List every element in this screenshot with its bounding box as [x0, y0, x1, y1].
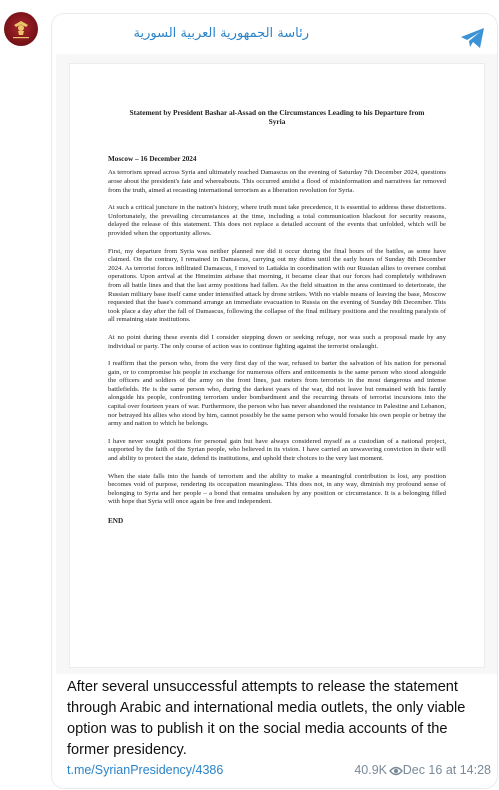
message-footer: [67, 762, 491, 780]
message-caption: After several unsuccessful attempts to release the statement through Arabic and international media outlets, the only viable option was to publish it on the social media accounts of the former presidency.: [67, 679, 466, 758]
presidency-emblem-icon: [4, 12, 38, 46]
document-paragraph: At such a critical juncture in the nation's history, where truth must take precedence, it is essential to address these distortions. Unfortunately, the prevailing circumstances at the time, including a total communication blackout for security reasons, delayed the release of this statement. This does not replace a detailed account of the events that unfolded, which will be provided when the opportunity allows.: [108, 204, 446, 237]
document-paragraph: When the state falls into the hands of terrorism and the ability to make a meaningful contribution is lost, any position becomes void of purpose, rendering its occupation meaningless. This does not, in any way, diminish my profound sense of belonging to Syria and her people – a bond that remains unshaken by any position or circumstance. It is a belonging filled with hope that Syria will once again be free and independent.: [108, 472, 446, 506]
document-end: END: [108, 517, 124, 525]
document-paragraph: I reaffirm that the person who, from the very first day of the war, refused to barter the salvation of his nation for personal gain, or to compromise his people in exchange for numerous offers and enticements is the same person who stood alongside the officers and soldiers of the army on the front lines, just meters from terrorists in the most dangerous and intense battlefields. He is the same person who, during the darkest years of the war, did not leave but remained with his family alongside his people, confronting terrorism under bombardment and the recurring threats of terrorist incursions into the capital over fourteen years of war. Furthermore, the person who has never abandoned the resistance in Palestine and Lebanon, nor betrayed his allies who stood by him, cannot possibly be the same person who would forsake his own people or betray the army and nation to which he belongs.: [108, 360, 446, 428]
post-link[interactable]: t.me/SyrianPresidency/4386: [67, 763, 224, 777]
document-paragraph: I have never sought positions for personal gain but have always considered myself as a custodian of a national project, supported by the faith of the Syrian people, who believed in its vision. I have carried an unwavering conviction in their will and ability to protect the state, defend its institutions, and uphold their choices to the very last moment.: [108, 437, 446, 463]
document-title: Statement by President Bashar al-Assad on the Circumstances Leading to his Departure from Syria: [129, 108, 425, 127]
document-paragraph: As terrorism spread across Syria and ultimately reached Damascus on the evening of Saturday 7th December 2024, questions arose about the president's fate and whereabouts. This occurred amidst a flood of misinformation and narratives far removed from the truth, aimed at recasting international terrorism as a liberation revolution for Syria.: [108, 169, 446, 194]
document-dateline: Moscow – 16 December 2024: [108, 154, 197, 163]
document-paragraph: At no point during these events did I consider stepping down or seeking refuge, nor was such a proposal made by any individual or party. The only course of action was to continue fighting against the terrorist onslaught.: [108, 333, 446, 350]
telegram-share-icon[interactable]: [459, 26, 487, 50]
eye-icon: [389, 765, 403, 777]
statement-document: [70, 64, 484, 667]
message-header: [52, 14, 497, 52]
channel-name[interactable]: رئاسة الجمهورية العربية السورية: [133, 26, 309, 41]
post-date: Dec 16 at 14:28: [402, 763, 491, 777]
message-bubble: [52, 14, 497, 788]
channel-avatar[interactable]: [4, 12, 38, 46]
document-image[interactable]: [56, 54, 497, 674]
view-count: 40.9K: [354, 763, 387, 777]
document-paragraph: First, my departure from Syria was neither planned nor did it occur during the final hours of the battles, as some have claimed. On the contrary, I remained in Damascus, carrying out my duties until the early hours of Sunday 8th December 2024. As terrorist forces infiltrated Damascus, I moved to Lattakia in coordination with our Russian allies to oversee combat operations. Upon arrival at the Hmeimim airbase that morning, it became clear that our forces had completely withdrawn from all battle lines and that the last army positions had fallen. As the field situation in the area continued to deteriorate, the Russian military base itself came under intensified attack by drone strikes. With no viable means of leaving the base, Moscow requested that the base's command arrange an immediate evacuation to Russia on the evening of Sunday 8th December. This took place a day after the fall of Damascus, following the collapse of the final military positions and the resulting paralysis of all remaining state institutions.: [108, 247, 446, 324]
